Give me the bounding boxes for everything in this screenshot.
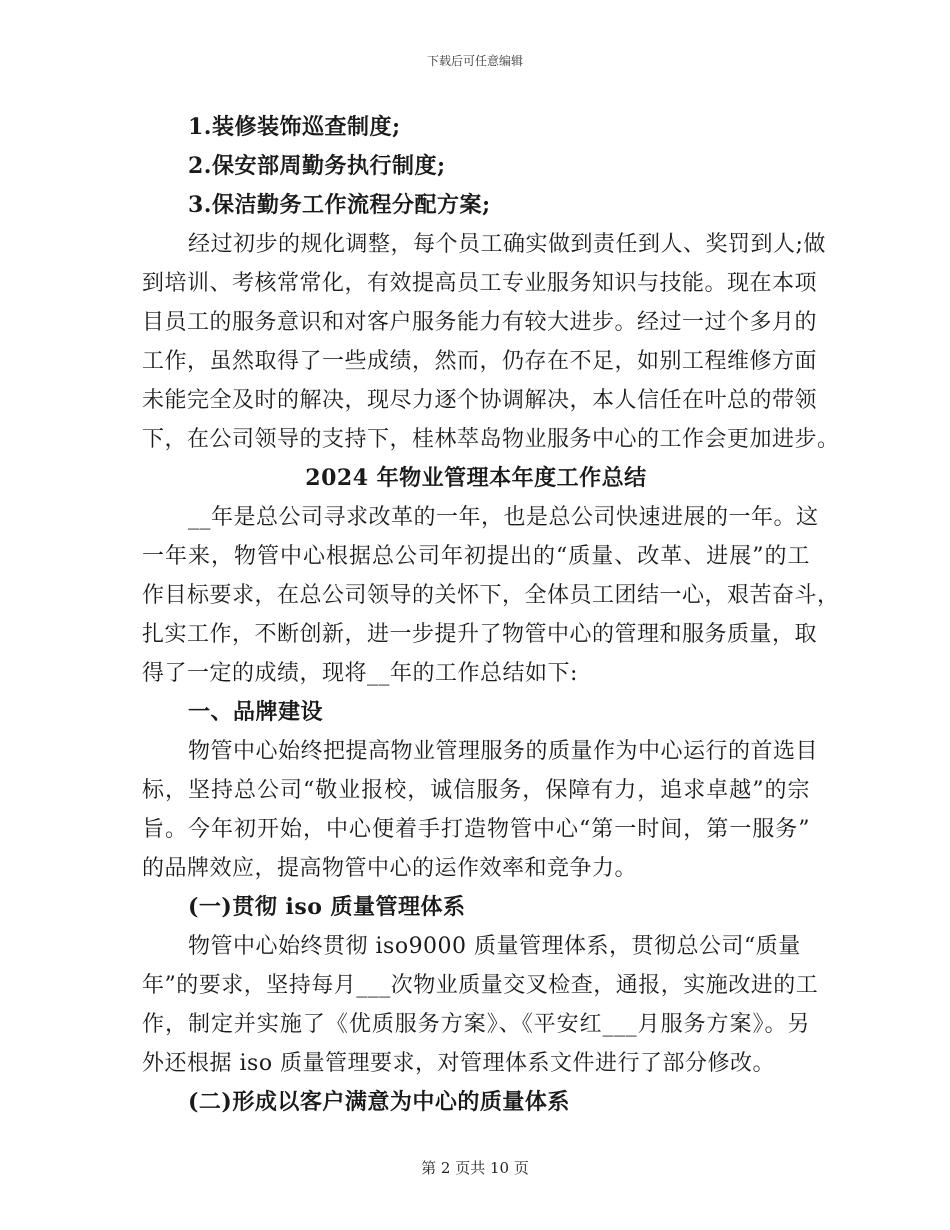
- page-header: 下载后可任意编辑: [426, 54, 523, 68]
- paragraph-line: 物管中心始终贯彻 iso9000 质量管理体系，贯彻总公司“质量: [188, 934, 801, 959]
- paragraph-line: 到培训、考核常常化，有效提高员工专业服务知识与技能。现在本项: [142, 271, 818, 296]
- paragraph-line: 扎实工作，不断创新，进一步提升了物管中心的管理和服务质量，取: [142, 622, 818, 647]
- list-item-1: 1.装修装饰巡查制度;: [188, 114, 401, 140]
- paragraph-line: 下，在公司领导的支持下，桂林萃岛物业服务中心的工作会更加进步。: [142, 427, 840, 452]
- paragraph-line: 作目标要求，在总公司领导的关怀下，全体员工团结一心，艰苦奋斗，: [142, 583, 840, 608]
- page-footer: 第 2 页共 10 页: [421, 1159, 529, 1177]
- paragraph-line: 外还根据 iso 质量管理要求，对管理体系文件进行了部分修改。: [142, 1051, 776, 1076]
- list-item-2: 2.保安部周勤务执行制度;: [188, 153, 446, 179]
- heading-customer-satisfaction: (二)形成以客户满意为中心的质量体系: [188, 1089, 570, 1115]
- paragraph-line: 旨。今年初开始，中心便着手打造物管中心“第一时间，第一服务”: [142, 817, 810, 842]
- paragraph-line: 一年来，物管中心根据总公司年初提出的“质量、改革、进展”的工: [142, 544, 810, 569]
- paragraph-line: 物管中心始终把提高物业管理服务的质量作为中心运行的首选目: [188, 739, 819, 764]
- paragraph-line: 标，坚持总公司“敬业报校，诚信服务，保障有力，追求卓越”的宗: [142, 778, 810, 803]
- paragraph-line: 工作，虽然取得了一些成绩，然而，仍存在不足，如别工程维修方面: [142, 349, 818, 374]
- paragraph-line: 经过初步的规化调整，每个员工确实做到责任到人、奖罚到人;做: [188, 232, 826, 257]
- heading-brand-building: 一、品牌建设: [188, 699, 324, 725]
- paragraph-line: 作，制定并实施了《优质服务方案》、《平安红___月服务方案》。另: [142, 1012, 810, 1037]
- paragraph-line: 未能完全及时的解决，现尽力逐个协调解决，本人信任在叶总的带领: [142, 388, 818, 413]
- section-title: 2024 年物业管理本年度工作总结: [305, 465, 647, 491]
- document-body: [142, 108, 840, 1122]
- paragraph-line: 得了一定的成绩，现将__年的工作总结如下:: [142, 661, 578, 686]
- heading-iso-system: (一)贯彻 iso 质量管理体系: [188, 894, 466, 920]
- paragraph-line: 的品牌效应，提高物管中心的运作效率和竞争力。: [142, 856, 638, 881]
- paragraph-line: 年”的要求，坚持每月___次物业质量交叉检查，通报，实施改进的工: [142, 973, 819, 998]
- paragraph-line: __年是总公司寻求改革的一年，也是总公司快速进展的一年。这: [188, 505, 819, 530]
- list-item-3: 3.保洁勤务工作流程分配方案;: [188, 192, 491, 218]
- paragraph-line: 目员工的服务意识和对客户服务能力有较大进步。经过一过个多月的: [142, 310, 818, 335]
